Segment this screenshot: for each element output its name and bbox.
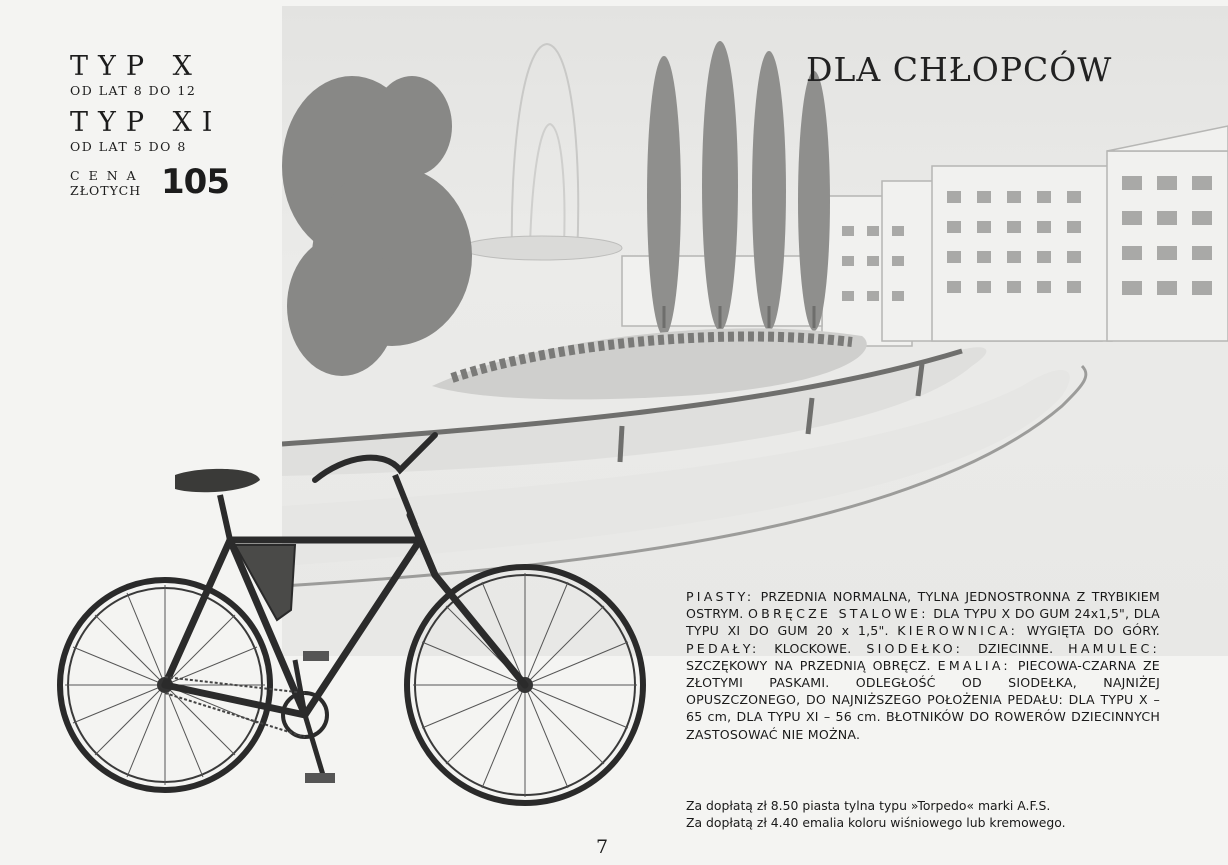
left-tree [282,76,472,376]
pedaly-text: KLOCKOWE. [774,640,852,656]
tool-bag [235,545,295,620]
page-number: 7 [596,836,609,858]
price-label-cena: CENA [70,168,145,183]
handlebar [315,435,435,480]
price-value: 105 [161,162,229,202]
type-xi-age: OD LAT 5 DO 8 [70,139,187,154]
description-paragraph [686,588,1160,743]
section-title: DLA CHŁOPCÓW [806,50,1113,89]
price-label [70,168,145,198]
price-label-zlotych: ZŁOTYCH [70,183,142,198]
piasty-text: PRZEDNIA NORMALNA, TYLNA JEDNOSTRONNA Z TRYBIKIEM OSTRYM. [686,589,1160,622]
siodelko-text: DZIECINNE. [977,640,1054,656]
siodelko-label: SIODEŁKO: [866,640,964,656]
boys-bicycle-drawing [55,415,665,825]
specification-text [686,588,1160,743]
emalia-text: PIECOWA-CZARNA ZE ZŁOTYMI PASKAMI. [686,657,1160,691]
spec-block [70,51,229,204]
type-x-heading: TYP X [70,51,202,82]
obrecze-label: OBRĘCZE STALOWE: [748,606,929,622]
type-x-age: OD LAT 8 DO 12 [70,83,197,98]
fountain-basin [462,236,622,260]
footnote-enamel: Za dopłatą zł 4.40 emalia koloru wiśniowego lub kremowego. [686,815,1066,830]
emalia-label: EMALIA: [937,657,1011,673]
hamulec-label: HAMULEC: [1068,640,1160,656]
pedal [305,773,335,783]
fountain-spray-outline [512,44,578,256]
hamulec-text: SZCZĘKOWY NA PRZEDNIĄ OBRĘCZ. [686,657,931,673]
saddle [175,469,260,492]
type-xi-heading: TYP XI [70,107,223,138]
footnotes [686,797,1160,831]
obrecze-text: DLA TYPU X DO GUM 24x1,5", DLA TYPU XI DO GUM 20 x 1,5". [686,606,1160,639]
footnote-torpedo: Za dopłatą zł 8.50 piasta tylna typu »Torpedo« marki A.F.S. [686,798,1051,813]
pedaly-label: PEDAŁY: [686,640,760,656]
odleglosc-text: ODLEGŁOŚĆ OD SIODEŁKA, NAJNIŻEJ OPUSZCZONEGO, DO NAJNIŻSZEGO POŁOŻENIA PEDAŁU: DLA TYPU X – 65 cm, DLA TYPU XI – 56 cm. BŁOTNIKÓW DO ROWERÓW DZIECINNYCH ZASTOSOWAĆ NIE MOŻNA. [686,675,1160,742]
kierownica-label: KIEROWNICA: [897,623,1019,639]
kierownica-text: WYGIĘTA DO GÓRY. [1026,623,1160,639]
piasty-label: PIASTY: [686,589,755,604]
price-row [70,162,229,204]
